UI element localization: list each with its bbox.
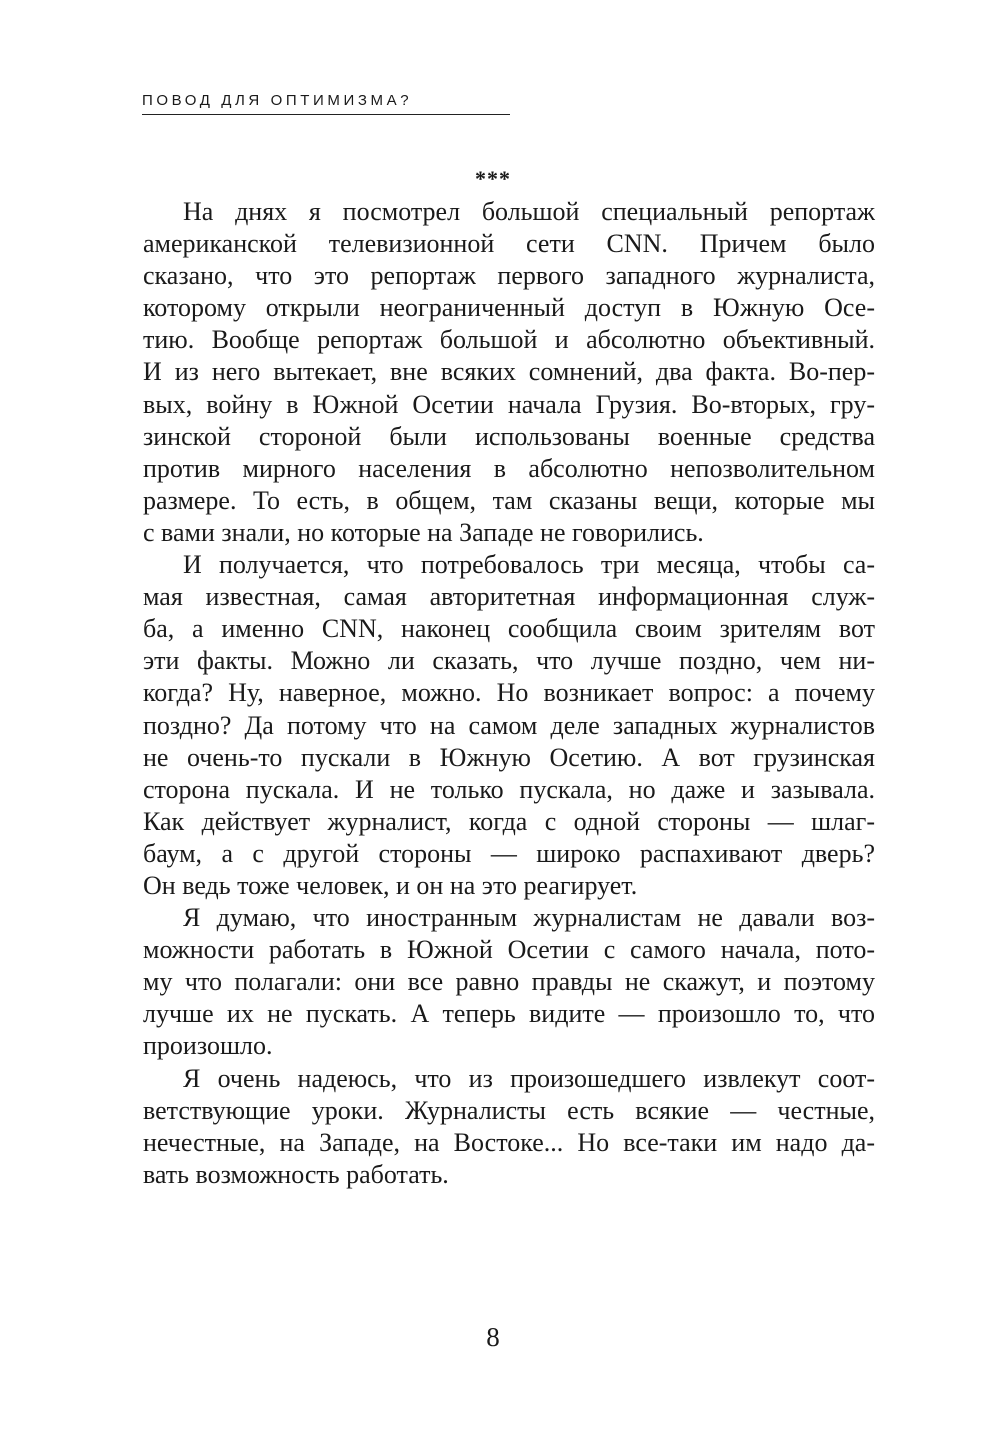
text-line: Я думаю, что иностранным журналистам не давали воз-: [183, 903, 875, 933]
paragraph: [143, 902, 875, 1062]
text-line: эти факты. Можно ли сказать, что лучше поздно, чем ни-: [143, 646, 875, 676]
paragraph: [143, 549, 875, 902]
text-line: размере. То есть, в общем, там сказаны вещи, которые мы: [143, 485, 875, 515]
text-line: произошло.: [143, 1031, 273, 1061]
text-line: когда? Ну, наверное, можно. Но возникает вопрос: а почему: [143, 678, 875, 708]
text-line: сказано, что это репортаж первого западного журналиста,: [143, 261, 875, 291]
text-line: ба, а именно CNN, наконец сообщила своим зрителям вот: [143, 614, 875, 644]
text-line: Как действует журналист, когда с одной стороны — шлаг-: [143, 806, 875, 836]
text-line: сторона пускала. И не только пускала, но даже и зазывала.: [143, 774, 875, 804]
text-line: Он ведь тоже человек, и он на это реагирует.: [143, 870, 638, 900]
text-line: зинской стороной были использованы военные средства: [143, 421, 875, 451]
text-line: баум, а с другой стороны — широко распахивают дверь?: [143, 838, 875, 868]
text-line: Я очень надеюсь, что из произошедшего извлекут соот-: [183, 1063, 875, 1093]
paragraph: [143, 196, 875, 549]
text-line: тию. Вообще репортаж большой и абсолютно объективный.: [143, 325, 875, 355]
text-line: вых, войну в Южной Осетии начала Грузия. Во-вторых, гру-: [143, 389, 875, 419]
paragraph: [143, 1063, 875, 1191]
text-line: И из него вытекает, вне всяких сомнений, два факта. Во-пер-: [143, 357, 875, 387]
text-line: вать возможность работать.: [143, 1159, 449, 1189]
text-line: лучше их не пускать. А теперь видите — произошло то, что: [143, 999, 875, 1029]
text-line: против мирного населения в абсолютно непозволительном: [143, 453, 875, 483]
text-line: нечестные, на Западе, на Востоке... Но все-таки им надо да-: [143, 1127, 875, 1157]
text-line: му что полагали: они все равно правды не скажут, и поэтому: [143, 967, 875, 997]
text-line: можности работать в Южной Осетии с самого начала, пото-: [143, 935, 875, 965]
running-head: ПОВОД ДЛЯ ОПТИМИЗМА?: [142, 92, 510, 115]
text-line: с вами знали, но которые на Западе не говорились.: [143, 517, 704, 547]
text-line: На днях я посмотрел большой специальный репортаж: [183, 197, 875, 226]
body-text: [143, 196, 875, 1191]
text-line: которому открыли неограниченный доступ в Южную Осе-: [143, 293, 875, 323]
page-number: 8: [486, 1322, 500, 1352]
text-line: американской телевизионной сети CNN. Причем было: [143, 229, 875, 259]
text-line: поздно? Да потому что на самом деле западных журналистов: [143, 710, 875, 740]
text-line: ветствующие уроки. Журналисты есть всякие — честные,: [143, 1095, 875, 1125]
text-line: мая известная, самая авторитетная информационная служ-: [143, 582, 875, 612]
section-separator: ***: [475, 166, 511, 191]
text-line: И получается, что потребовалось три месяца, чтобы са-: [183, 550, 875, 580]
text-line: не очень-то пускали в Южную Осетию. А вот грузинская: [143, 742, 875, 772]
